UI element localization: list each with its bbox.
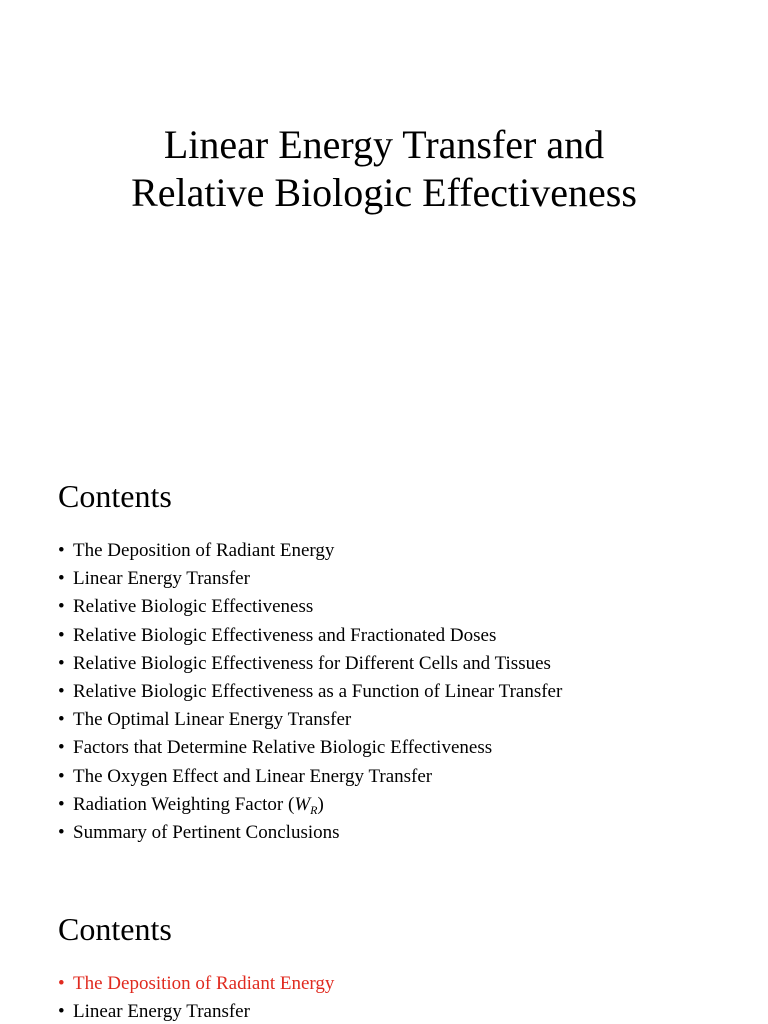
list-item: • Linear Energy Transfer xyxy=(58,998,334,1024)
list-item: • Relative Biologic Effectiveness as a Function of Linear Transfer xyxy=(58,678,562,706)
list-item-weighting-factor xyxy=(58,791,562,819)
slide-title xyxy=(0,121,768,217)
list-item: • Relative Biologic Effectiveness and Fractionated Doses xyxy=(58,622,562,650)
list-item: • The Deposition of Radiant Energy xyxy=(58,537,562,565)
list-item: • Linear Energy Transfer xyxy=(58,565,562,593)
weighting-symbol-letter: W xyxy=(294,793,311,815)
list-item: • Relative Biologic Effectiveness for Different Cells and Tissues xyxy=(58,650,562,678)
list-item: • Relative Biologic Effectiveness xyxy=(58,593,562,621)
contents-list-2 xyxy=(58,970,334,1024)
list-item: • The Optimal Linear Energy Transfer xyxy=(58,706,562,734)
weighting-suffix: ) xyxy=(317,793,324,815)
contents-heading: Contents xyxy=(58,478,172,514)
list-item: • The Oxygen Effect and Linear Energy Transfer xyxy=(58,763,562,791)
list-item: • Summary of Pertinent Conclusions xyxy=(58,819,562,847)
weighting-symbol xyxy=(294,794,317,815)
list-item: • Factors that Determine Relative Biologic Effectiveness xyxy=(58,734,562,762)
weighting-prefix: Radiation Weighting Factor ( xyxy=(73,793,295,815)
slide-title-line-1: Linear Energy Transfer and xyxy=(163,122,605,167)
list-item-active: • The Deposition of Radiant Energy xyxy=(58,970,334,998)
weighting-subscript: R xyxy=(310,802,318,817)
slide-title-line-2: Relative Biologic Effectiveness xyxy=(131,170,637,215)
contents-heading-2: Contents xyxy=(58,911,172,947)
contents-list xyxy=(58,537,562,847)
